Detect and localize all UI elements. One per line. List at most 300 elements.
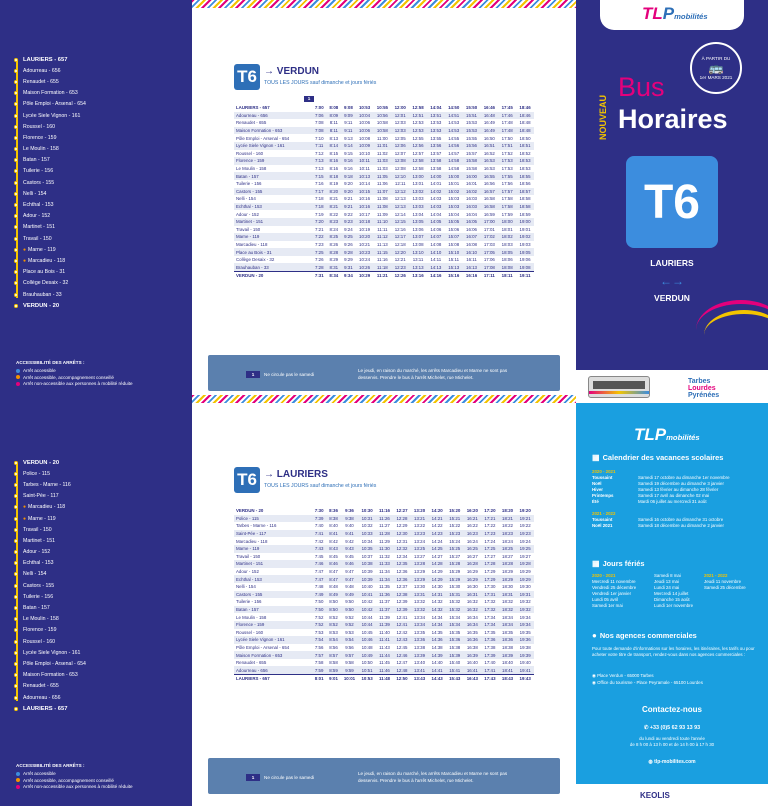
table-cell: Maison Formation - 653: [234, 127, 312, 135]
stop-dot-icon: [14, 169, 18, 173]
table-cell: 14:10: [427, 248, 445, 256]
table-cell: 11:09: [377, 211, 388, 217]
stop-item: [14, 233, 186, 244]
table-cell: 10:06: [356, 127, 374, 135]
feries-col-1: 2020 - 2021 Mercredi 11 novembre Vendredi 25 décembre Vendredi 1er janvier Lundi 05 avril Samedi 1er mai: [592, 573, 637, 608]
table-cell: 19:20: [519, 508, 531, 514]
table-cell: 7:23: [315, 241, 324, 247]
table-cell: 13:06: [412, 226, 424, 232]
hours: du lundi au vendredi toute l'année de 8 h 00 à 13 h 00 et de 14 h 00 à 17 h 30: [629, 736, 715, 747]
market-marker-icon: ●: [23, 246, 27, 253]
table-cell: 11:35: [379, 584, 390, 590]
table-cell: 15:30: [449, 584, 461, 590]
stop-dot-icon: [14, 181, 18, 185]
stop-dot-icon: [14, 572, 18, 576]
note-marker: 1: [246, 371, 260, 378]
table-row: [234, 606, 534, 614]
stop-item: [14, 524, 186, 535]
stop-item: [14, 255, 186, 266]
table-cell: 16:06: [466, 226, 478, 232]
table-cell: 7:50: [312, 606, 326, 614]
table-cell: 7:13: [312, 157, 327, 165]
table-cell: Martinet - 151: [234, 560, 312, 568]
table-cell: 11:43: [379, 644, 390, 650]
stop-dot-icon: [14, 628, 18, 632]
table-cell: 19:11: [516, 271, 534, 279]
stop-name: Batan - 157: [23, 157, 50, 164]
table-cell: 13:56: [427, 142, 445, 150]
table-cell: 7:12: [315, 150, 324, 156]
table-cell: 18:25: [499, 545, 517, 553]
table-cell: 7:13: [315, 166, 324, 172]
table-cell: 12:03: [391, 127, 409, 135]
table-cell: 13:01: [412, 181, 424, 187]
keolis-logo: KEOLIS: [640, 791, 670, 800]
stop-item: [14, 222, 186, 233]
table-cell: 16:10: [463, 248, 481, 256]
notes-box: [208, 758, 560, 794]
table-row: [234, 157, 534, 165]
table-cell: 16:43: [464, 674, 482, 682]
stop-name: Le Moulin - 158: [23, 616, 59, 623]
table-cell: 8:47: [326, 575, 340, 583]
table-cell: Castors - 155: [234, 188, 312, 196]
stop-dot-icon: [14, 304, 18, 308]
stop-dot-icon: [14, 281, 18, 285]
table-cell: 14:04: [430, 105, 442, 111]
stop-dot-icon: [14, 640, 18, 644]
table-row: [234, 560, 534, 568]
cover-background: [576, 0, 768, 370]
stop-dot-icon: [14, 225, 18, 229]
stop-name: VERDUN - 20: [23, 302, 60, 309]
table-cell: 7:25: [312, 248, 327, 256]
stop-name: Travail - 150: [23, 235, 52, 242]
table-cell: 13:34: [414, 614, 426, 620]
table-cell: 12:45: [396, 644, 408, 650]
table-cell: 16:58: [483, 196, 495, 202]
stop-dot-icon: [14, 203, 18, 207]
table-cell: 14:02: [427, 188, 445, 196]
accessibility-item: Arrêt accessible, accompagnement conseillé: [16, 375, 133, 380]
table-cell: 9:50: [345, 599, 354, 605]
table-cell: 9:11: [344, 120, 353, 126]
table-cell: 11:27: [379, 523, 390, 529]
table-cell: 8:40: [329, 523, 338, 529]
phone-number[interactable]: ✆ +33 (0)5 62 93 13 93: [643, 725, 701, 731]
table-cell: Echthal - 153: [234, 203, 312, 211]
table-cell: 9:18: [341, 172, 356, 180]
stop-item: [14, 144, 186, 155]
table-cell: 19:32: [519, 599, 531, 605]
table-cell: 8:58: [329, 660, 338, 666]
table-cell: 11:26: [376, 515, 393, 523]
stop-item: [14, 625, 186, 636]
table-cell: 17:57: [498, 188, 516, 196]
table-cell: 12:50: [393, 674, 411, 682]
website-link[interactable]: ◍ tlp-mobilites.com: [648, 759, 696, 765]
notes-box: [208, 355, 560, 391]
table-cell: 12:21: [394, 257, 406, 263]
stop-name: Nelli - 154: [23, 190, 47, 197]
stop-dot-icon: [14, 58, 18, 62]
table-cell: 19:00: [516, 218, 534, 226]
table-cell: 19:43: [516, 674, 534, 682]
table-row: [234, 613, 534, 621]
accessibility-dot-icon: [16, 375, 20, 379]
market-marker-icon: ●: [23, 504, 27, 511]
table-cell: 12:58: [409, 157, 427, 165]
table-cell: 10:34: [361, 538, 373, 544]
stop-dot-icon: [14, 158, 18, 162]
stop-dot-icon: [14, 472, 18, 476]
stop-dot-icon: [14, 125, 18, 129]
table-cell: LAURIERS - 657: [234, 674, 312, 682]
table-cell: 8:22: [329, 211, 339, 217]
table-cell: 17:32: [484, 599, 496, 605]
holiday-row: Noël Samedi 19 décembre au dimanche 3 janvier: [592, 480, 724, 486]
table-cell: 19:05: [516, 248, 534, 256]
table-cell: 14:34: [428, 621, 446, 629]
table-cell: 13:22: [414, 523, 426, 529]
stop-name: Roussel - 160: [23, 123, 56, 130]
bus-icon: 🚌: [708, 61, 724, 75]
table-cell: 16:04: [466, 211, 478, 217]
table-cell: 9:09: [341, 112, 356, 120]
stop-dot-icon: [14, 136, 18, 140]
accessibility-dot-icon: [16, 772, 20, 776]
table-cell: 8:21: [327, 203, 342, 211]
table-cell: 13:55: [430, 135, 442, 141]
table-cell: 17:22: [484, 523, 496, 529]
table-cell: 19:40: [519, 660, 531, 666]
table-cell: 11:30: [376, 545, 393, 553]
table-cell: 12:17: [391, 233, 409, 241]
table-cell: 18:23: [499, 530, 517, 538]
table-cell: 11:41: [376, 636, 393, 644]
table-row: [234, 659, 534, 667]
table-cell: 7:53: [314, 629, 324, 635]
table-cell: 13:11: [412, 257, 424, 263]
stop-dot-icon: [14, 259, 18, 263]
stop-dot-icon: [14, 237, 18, 241]
stop-item: [14, 199, 186, 210]
note-marker: 1: [246, 774, 260, 781]
table-cell: 9:43: [341, 545, 359, 553]
table-cell: 12:42: [396, 629, 408, 635]
table-cell: 12:56: [409, 142, 427, 150]
stop-name: Marcadieu - 118: [28, 257, 66, 264]
table-cell: Renaudet - 655: [236, 120, 267, 126]
stop-item: [14, 658, 186, 669]
table-cell: 8:42: [329, 538, 338, 544]
table-cell: 12:23: [391, 263, 409, 271]
table-cell: 7:46: [312, 560, 326, 568]
table-cell: 7:48: [314, 584, 324, 590]
table-cell: 17:24: [484, 538, 496, 544]
table-cell: 10:56: [373, 112, 391, 120]
table-cell: 14:21: [428, 515, 446, 523]
stop-dot-icon: [14, 114, 18, 118]
table-cell: 13:53: [427, 127, 445, 135]
table-row: [234, 545, 534, 553]
stop-item: [14, 289, 186, 300]
table-cell: 15:01: [448, 181, 460, 187]
stop-item: [14, 647, 186, 658]
table-cell: 12:58: [412, 166, 424, 172]
table-cell: 18:40: [502, 660, 514, 666]
table-cell: 17:25: [481, 545, 499, 553]
timetable-table: [234, 507, 534, 682]
table-cell: 11:28: [376, 530, 393, 538]
table-row: [234, 150, 534, 158]
table-cell: 11:16: [377, 257, 388, 263]
table-cell: 10:42: [358, 606, 376, 614]
table-cell: 15:34: [446, 621, 464, 629]
table-cell: 14:36: [428, 636, 446, 644]
table-cell: 18:20: [501, 508, 514, 514]
table-cell: 14:07: [427, 233, 445, 241]
table-cell: 17:39: [481, 651, 499, 659]
table-cell: 12:37: [396, 584, 408, 590]
table-cell: 19:02: [516, 233, 534, 241]
table-cell: 15:03: [445, 203, 463, 211]
table-cell: 17:34: [484, 614, 496, 620]
table-cell: 10:09: [356, 142, 374, 150]
stop-name: Lycée Siele Vignon - 161: [23, 112, 81, 119]
table-cell: 10:04: [356, 112, 374, 120]
accessibility-legend: [16, 763, 133, 791]
table-cell: 11:37: [379, 599, 390, 605]
stop-dot-icon: [14, 80, 18, 84]
table-cell: 9:56: [345, 644, 354, 650]
table-cell: 14:57: [448, 150, 460, 156]
table-cell: 15:25: [446, 545, 464, 553]
table-cell: 16:49: [483, 120, 495, 126]
table-cell: 15:51: [463, 112, 481, 120]
table-cell: Travail - 150: [236, 226, 261, 232]
footer: [576, 784, 768, 806]
horaires-heading: Horaires: [618, 104, 728, 134]
table-cell: 8:59: [326, 666, 340, 674]
stop-dot-icon: [14, 684, 18, 688]
table-cell: 15:04: [448, 211, 460, 217]
table-cell: 8:36: [329, 508, 338, 514]
stop-name: Tuilerie - 156: [23, 593, 54, 600]
table-cell: 13:25: [411, 545, 429, 553]
table-cell: 17:48: [498, 127, 516, 135]
table-cell: 11:03: [377, 166, 388, 172]
table-cell: 7:41: [312, 530, 326, 538]
table-cell: 12:41: [393, 621, 411, 629]
table-row: [234, 651, 534, 659]
table-cell: 9:57: [341, 651, 359, 659]
table-cell: 18:22: [502, 523, 514, 529]
table-cell: 8:31: [327, 263, 342, 271]
table-cell: 13:00: [409, 172, 427, 180]
table-cell: 17:41: [481, 666, 499, 674]
stop-item: [14, 132, 186, 143]
table-cell: 13:32: [414, 599, 426, 605]
market-marker-icon: ●: [23, 515, 27, 522]
table-cell: 19:06: [519, 257, 531, 263]
table-row: [234, 553, 534, 561]
table-cell: 16:49: [480, 127, 498, 135]
table-cell: 10:38: [358, 560, 376, 568]
table-cell: 19:24: [519, 538, 531, 544]
stop-item: [14, 54, 186, 65]
table-cell: 15:34: [449, 614, 461, 620]
stop-item: [14, 558, 186, 569]
table-cell: 9:21: [341, 203, 356, 211]
table-cell: Nelli - 154: [236, 196, 256, 202]
table-cell: 13:36: [411, 636, 429, 644]
table-cell: 9:41: [341, 530, 359, 538]
table-cell: 10:44: [361, 614, 373, 620]
table-cell: 16:32: [464, 606, 482, 614]
table-cell: 8:19: [329, 181, 339, 187]
table-cell: 18:08: [498, 263, 516, 271]
phone-icon: ✆: [643, 725, 649, 731]
table-cell: 15:53: [466, 120, 478, 126]
table-cell: 16:03: [463, 203, 481, 211]
table-cell: 15:32: [449, 599, 461, 605]
table-cell: 14:00: [427, 172, 445, 180]
table-cell: Castors - 155: [234, 591, 312, 599]
table-cell: Police - 115: [234, 515, 312, 523]
route-panel-bottom: [0, 403, 192, 806]
table-cell: 16:39: [464, 651, 482, 659]
table-row: [234, 583, 534, 591]
table-cell: 12:14: [394, 211, 406, 217]
table-cell: 16:08: [466, 241, 478, 247]
table-cell: 16:29: [466, 569, 478, 575]
table-cell: 16:50: [483, 135, 495, 141]
table-cell: 8:43: [326, 545, 340, 553]
table-cell: 15:11: [448, 257, 460, 263]
table-cell: 9:24: [344, 226, 353, 232]
table-cell: 14:32: [431, 599, 443, 605]
note-market: Le jeudi, en raison du marché, les arrêts Marcadieu et Marne ne sont pas desservis. Prendre le bus à l'arrêt Michelet, rue Michelet.: [358, 771, 508, 783]
table-cell: 14:58: [445, 157, 463, 165]
stop-name: Echthal - 153: [23, 202, 54, 209]
table-cell: 10:08: [359, 135, 371, 141]
table-cell: 7:20: [312, 218, 327, 226]
stop-item: [14, 278, 186, 289]
table-cell: 8:57: [326, 651, 340, 659]
table-cell: 7:47: [312, 575, 326, 583]
table-cell: 7:56: [314, 644, 324, 650]
table-cell: 14:56: [445, 142, 463, 150]
stop-name: Batan - 157: [23, 605, 50, 612]
table-cell: 9:42: [345, 538, 354, 544]
table-cell: VERDUN - 20: [234, 271, 312, 279]
table-cell: 15:22: [449, 523, 461, 529]
stop-item: [14, 267, 186, 278]
stop-item: [14, 569, 186, 580]
holiday-row: Été Mardi 06 juillet au mercredi 31 août: [592, 498, 707, 504]
stop-item: [14, 177, 186, 188]
table-cell: 12:55: [412, 135, 424, 141]
table-cell: 19:35: [519, 629, 531, 635]
holidays-title: ▦ Calendrier des vacances scolaires: [592, 453, 724, 462]
table-cell: 12:39: [396, 599, 408, 605]
table-cell: 10:51: [358, 666, 376, 674]
stop-item: [14, 535, 186, 546]
table-cell: 18:58: [519, 196, 531, 202]
table-cell: 17:28: [481, 560, 499, 568]
table-row: [234, 203, 534, 211]
accessibility-item: Arrêt non-accessible aux personnes à mobilité réduite: [16, 784, 133, 789]
stop-dot-icon: [14, 528, 18, 532]
timetable-table: [234, 104, 534, 279]
table-cell: 13:35: [414, 629, 426, 635]
stop-item: [14, 502, 186, 513]
table-cell: 10:17: [359, 211, 371, 217]
table-cell: Tuilerie - 156: [236, 181, 262, 187]
school-year: 2020 - 2021: [592, 469, 616, 474]
table-cell: 8:46: [326, 560, 340, 568]
table-cell: 16:30: [466, 584, 478, 590]
table-row: [234, 127, 534, 135]
table-cell: 13:03: [409, 203, 427, 211]
table-cell: 13:29: [414, 569, 426, 575]
table-cell: 15:24: [449, 538, 461, 544]
table-cell: 9:45: [345, 553, 354, 559]
stop-item: [14, 703, 186, 714]
table-cell: 13:40: [414, 660, 426, 666]
table-cell: 10:14: [359, 181, 371, 187]
table-cell: 13:43: [411, 674, 429, 682]
table-cell: 17:45: [501, 105, 513, 111]
table-cell: 13:31: [411, 591, 429, 599]
accessibility-dot-icon: [16, 369, 20, 373]
table-cell: 13:05: [409, 218, 427, 226]
table-cell: 15:58: [466, 166, 478, 172]
table-cell: 17:00: [480, 218, 498, 226]
table-cell: 12:41: [396, 614, 408, 620]
table-cell: 19:30: [519, 584, 531, 590]
table-row: [234, 263, 534, 271]
table-cell: 17:55: [498, 172, 516, 180]
stop-item: [14, 121, 186, 132]
table-cell: 12:12: [391, 188, 409, 196]
table-cell: 16:02: [463, 188, 481, 196]
table-cell: 18:41: [499, 666, 517, 674]
table-cell: 15:53: [463, 127, 481, 135]
table-cell: 17:03: [483, 241, 495, 247]
table-cell: 18:29: [502, 569, 514, 575]
line-badge: T6: [234, 467, 260, 493]
stop-item: [14, 76, 186, 87]
table-cell: 18:35: [502, 629, 514, 635]
stop-name: Maison Formation - 653: [23, 672, 78, 679]
table-cell: 16:31: [464, 591, 482, 599]
stop-name: Pôle Emploi - Arsenal - 654: [23, 660, 86, 667]
table-cell: 17:50: [501, 135, 513, 141]
table-cell: 18:38: [502, 644, 514, 650]
table-cell: Nelli - 154: [236, 584, 256, 590]
table-cell: 11:08: [377, 196, 388, 202]
table-cell: 16:03: [466, 196, 478, 202]
feries-title: ▦ Jours fériés: [592, 559, 645, 568]
table-cell: 7:45: [314, 553, 324, 559]
table-cell: 14:40: [431, 660, 443, 666]
table-cell: 18:11: [498, 271, 516, 279]
table-cell: 9:48: [345, 584, 354, 590]
table-cell: 17:32: [481, 606, 499, 614]
table-cell: 11:48: [376, 674, 393, 682]
